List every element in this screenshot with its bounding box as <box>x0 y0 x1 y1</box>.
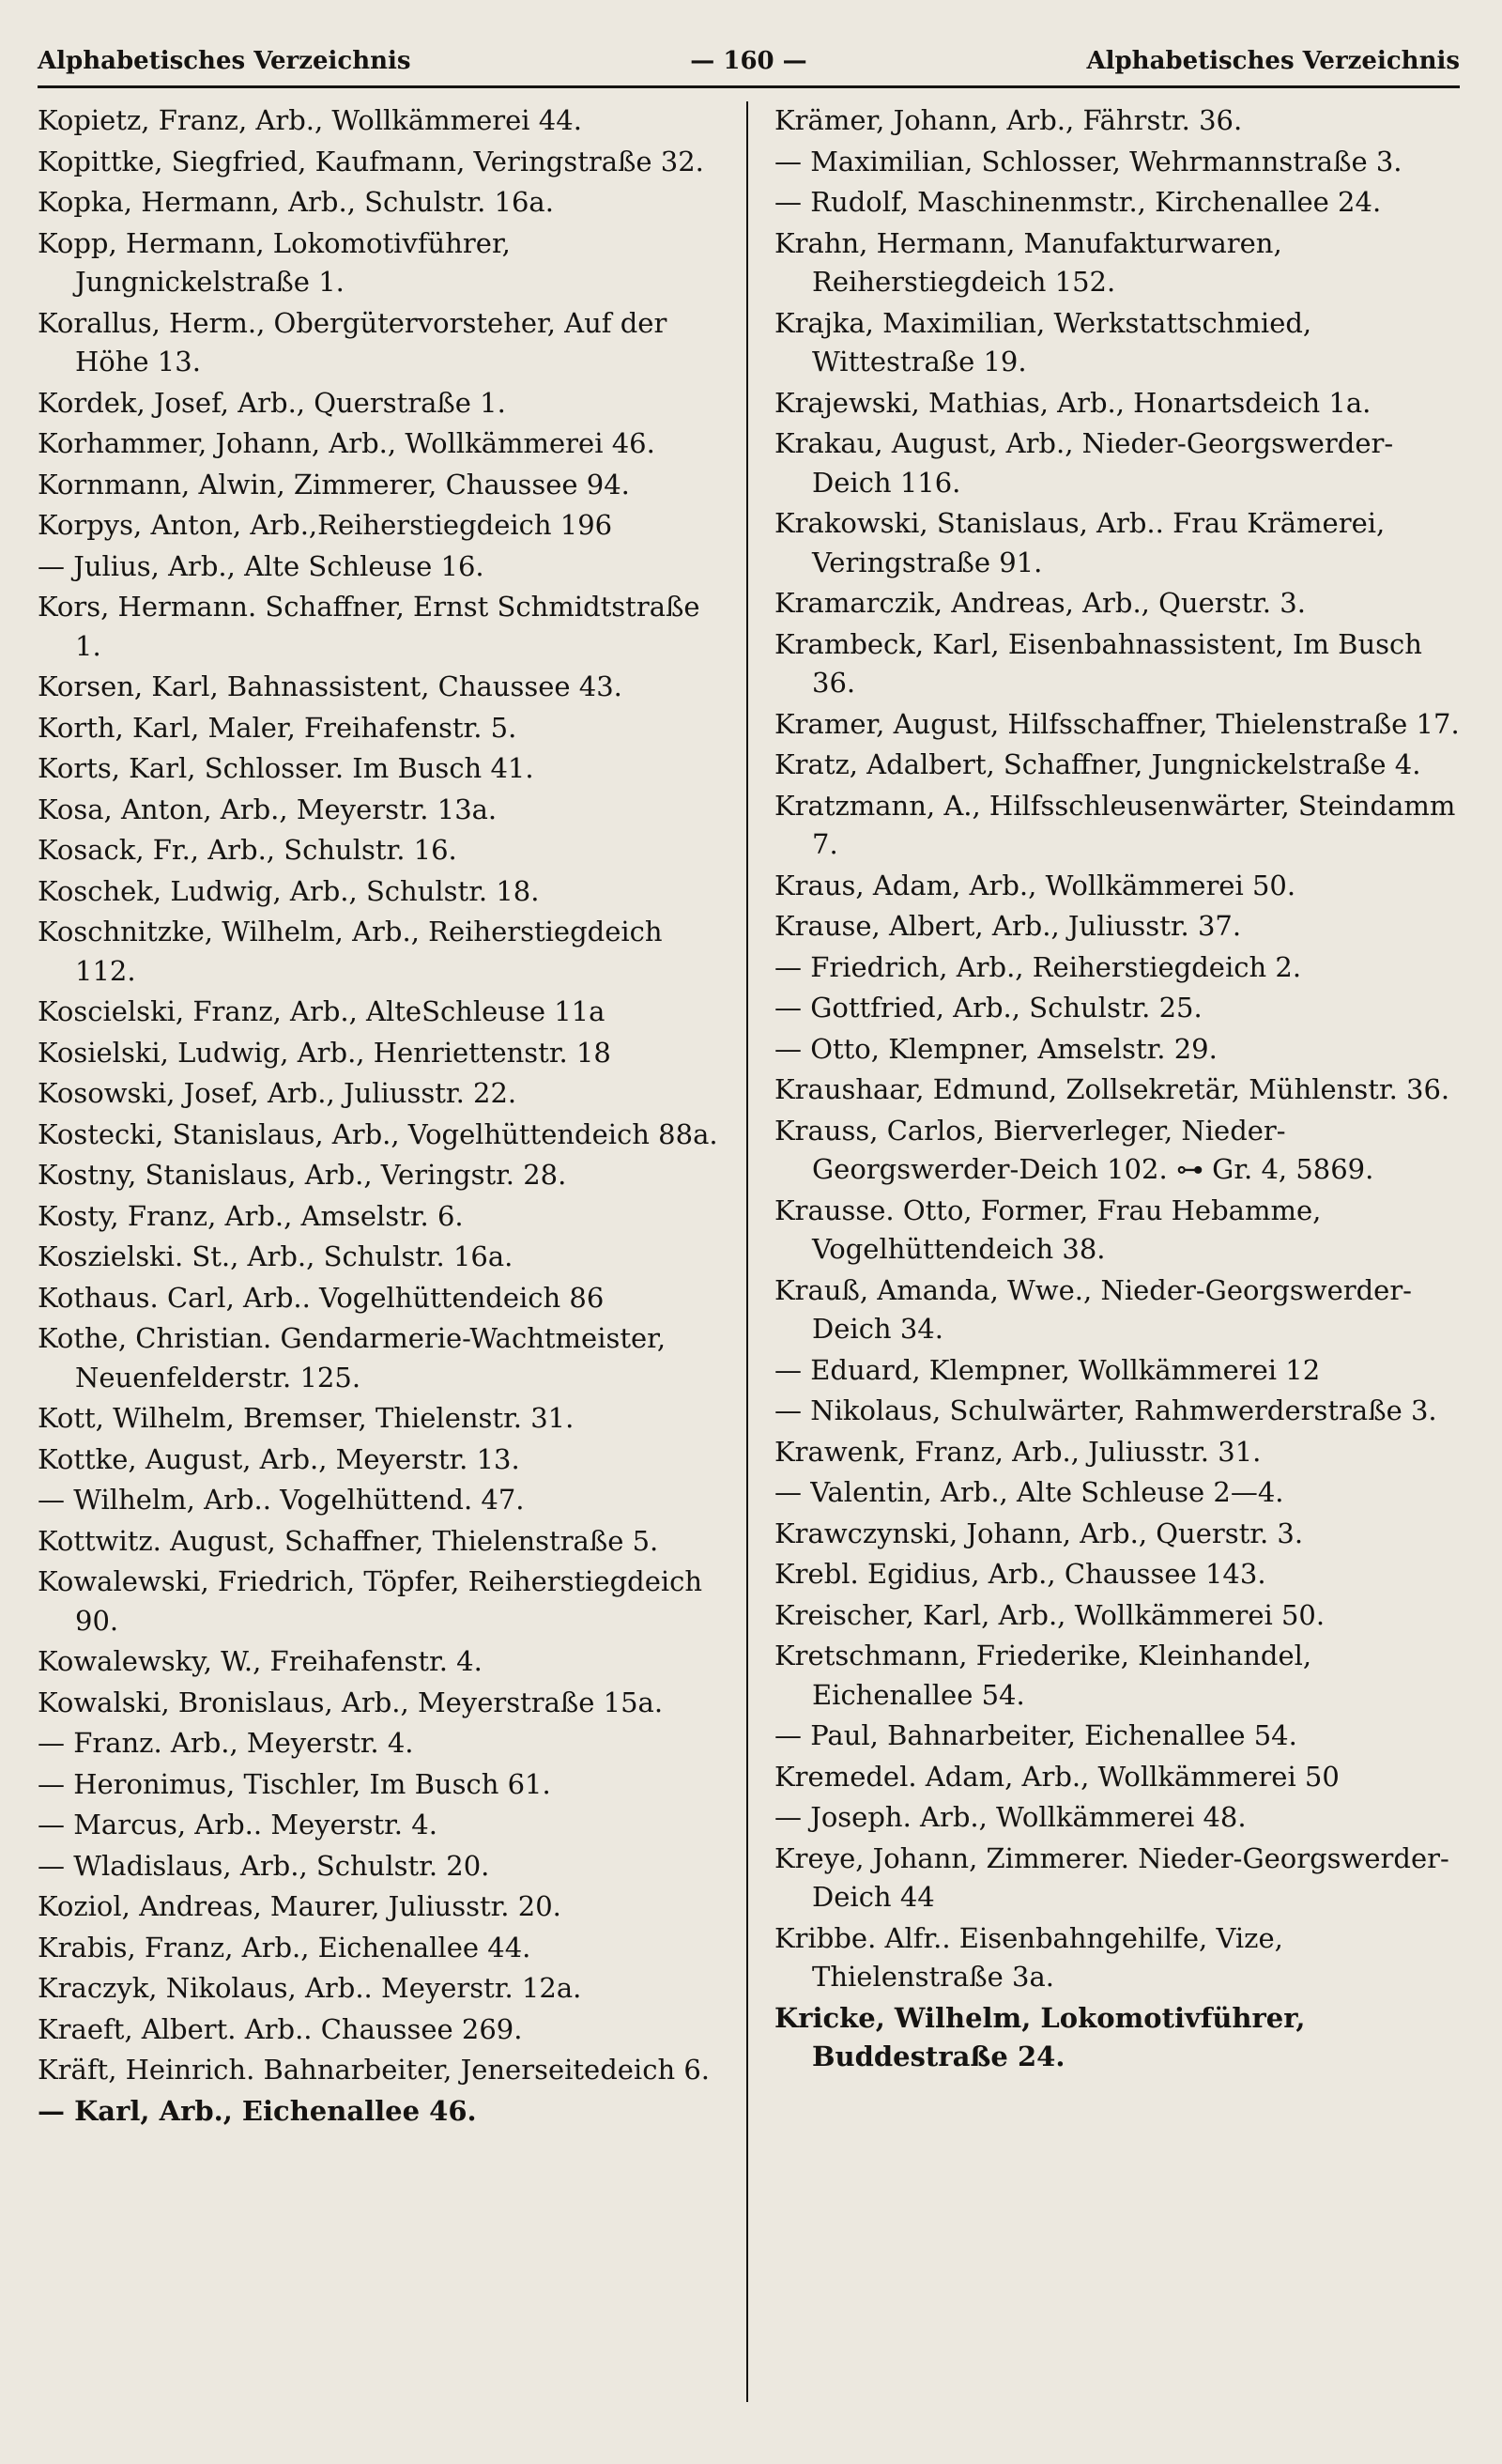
directory-entry: — Marcus, Arb.. Meyerstr. 4. <box>38 1809 437 1840</box>
directory-entry: Krakowski, Stanislaus, Arb.. Frau Krämerei, Veringstraße 91. <box>774 507 1386 578</box>
directory-entry: Koziol, Andreas, Maurer, Juliusstr. 20. <box>38 1890 561 1922</box>
column-divider <box>746 101 748 2402</box>
directory-entry: Kretschmann, Friederike, Kleinhandel, Eichenallee 54. <box>774 1640 1312 1711</box>
directory-entry: Krämer, Johann, Arb., Fährstr. 36. <box>774 104 1243 136</box>
directory-entry: Krahn, Hermann, Manufakturwaren, Reiherstiegdeich 152. <box>774 226 1282 298</box>
directory-entry: Korallus, Herm., Obergütervorsteher, Auf der Höhe 13. <box>38 306 667 377</box>
directory-entry: Kreye, Johann, Zimmerer. Nieder-Georgswerder-Deich 44 <box>774 1841 1449 1913</box>
directory-entry: Kreischer, Karl, Arb., Wollkämmerei 50. <box>774 1598 1326 1631</box>
directory-entry: Kramer, August, Hilfsschaffner, Thielenstraße 17. <box>774 707 1460 740</box>
header-left-title: Alphabetisches Verzeichnis <box>38 47 411 75</box>
directory-entry: Krajewski, Mathias, Arb., Honartsdeich 1a. <box>774 386 1372 419</box>
directory-entry: Krause, Albert, Arb., Juliusstr. 37. <box>774 910 1242 942</box>
directory-entry: Kottke, August, Arb., Meyerstr. 13. <box>38 1442 520 1475</box>
directory-entry: Koschnitzke, Wilhelm, Arb., Reiherstiegdeich 112. <box>38 916 663 987</box>
directory-entry: Kowalewski, Friedrich, Töpfer, Reiherstiegdeich 90. <box>38 1565 703 1637</box>
directory-entry: Kopittke, Siegfried, Kaufmann, Veringstraße 32. <box>38 145 704 177</box>
directory-entry: — Wladislaus, Arb., Schulstr. 20. <box>38 1849 490 1882</box>
directory-entry: — Franz. Arb., Meyerstr. 4. <box>38 1727 414 1759</box>
directory-entry: — Gottfried, Arb., Schulstr. 25. <box>774 992 1203 1024</box>
directory-entry: Krebl. Egidius, Arb., Chaussee 143. <box>774 1558 1266 1590</box>
directory-entry: — Nikolaus, Schulwärter, Rahmwerderstraße 3. <box>774 1394 1437 1426</box>
directory-entry: — Maximilian, Schlosser, Wehrmannstraße 3. <box>774 145 1402 177</box>
directory-entry: Kosack, Fr., Arb., Schulstr. 16. <box>38 834 457 866</box>
directory-entry: Kott, Wilhelm, Bremser, Thielenstr. 31. <box>38 1402 575 1434</box>
directory-entry: Krausse. Otto, Former, Frau Hebamme, Vogelhüttendeich 38. <box>774 1194 1322 1265</box>
directory-entry: Kraeft, Albert. Arb.. Chaussee 269. <box>38 2012 523 2045</box>
directory-entry: Kowalewsky, W., Freihafenstr. 4. <box>38 1645 483 1677</box>
directory-entry: Kornmann, Alwin, Zimmerer, Chaussee 94. <box>38 468 630 500</box>
directory-entry: — Joseph. Arb., Wollkämmerei 48. <box>774 1801 1247 1833</box>
header-right-title: Alphabetisches Verzeichnis <box>1086 47 1460 75</box>
directory-entry: Koscielski, Franz, Arb., AlteSchleuse 11a <box>38 995 605 1027</box>
directory-entry: — Valentin, Arb., Alte Schleuse 2—4. <box>774 1476 1284 1508</box>
directory-entry: Kosowski, Josef, Arb., Juliusstr. 22. <box>38 1077 517 1109</box>
directory-entry: — Julius, Arb., Alte Schleuse 16. <box>38 549 484 582</box>
directory-entry: Kräft, Heinrich. Bahnarbeiter, Jenerseitedeich 6. <box>38 2054 711 2086</box>
directory-entry: — Karl, Arb., Eichenallee 46. <box>38 2094 477 2127</box>
header-rule <box>38 85 1460 88</box>
directory-entry: Korpys, Anton, Arb.,Reiherstiegdeich 196 <box>38 509 613 541</box>
directory-entry: Kraczyk, Nikolaus, Arb.. Meyerstr. 12a. <box>38 1972 582 2004</box>
directory-entry: Krauß, Amanda, Wwe., Nieder-Georgswerder-Deich 34. <box>774 1273 1412 1345</box>
directory-entry: Kothe, Christian. Gendarmerie-Wachtmeister, Neuenfelderstr. 125. <box>38 1322 667 1394</box>
directory-entry: Kraus, Adam, Arb., Wollkämmerei 50. <box>774 869 1296 901</box>
directory-entry: Korth, Karl, Maler, Freihafenstr. 5. <box>38 711 517 744</box>
directory-entry: Kordek, Josef, Arb., Querstraße 1. <box>38 386 506 419</box>
directory-entry: Kricke, Wilhelm, Lokomotivführer, Buddestraße 24. <box>774 2001 1306 2072</box>
directory-entry: Kors, Hermann. Schaffner, Ernst Schmidtstraße 1. <box>38 591 700 662</box>
directory-entry: — Heronimus, Tischler, Im Busch 61. <box>38 1767 551 1800</box>
directory-entry: Kratz, Adalbert, Schaffner, Jungnickelstraße 4. <box>774 748 1421 780</box>
directory-entry: Kostny, Stanislaus, Arb., Veringstr. 28. <box>38 1159 567 1191</box>
directory-entry: — Paul, Bahnarbeiter, Eichenallee 54. <box>774 1719 1297 1751</box>
directory-entry: Kostecki, Stanislaus, Arb., Vogelhüttendeich 88a. <box>38 1117 718 1150</box>
directory-entry: Kopietz, Franz, Arb., Wollkämmerei 44. <box>38 104 582 136</box>
directory-entry: Kremedel. Adam, Arb., Wollkämmerei 50 <box>774 1760 1340 1793</box>
directory-entry: Kopp, Hermann, Lokomotivführer, Jungnickelstraße 1. <box>38 226 511 298</box>
directory-entry: Kottwitz. August, Schaffner, Thielenstraße 5. <box>38 1524 659 1557</box>
page-header <box>38 42 1460 80</box>
directory-entry: Korsen, Karl, Bahnassistent, Chaussee 43. <box>38 670 622 702</box>
directory-entry: Kratzmann, A., Hilfsschleusenwärter, Steindamm 7. <box>774 789 1456 860</box>
directory-entry: — Otto, Klempner, Amselstr. 29. <box>774 1032 1218 1065</box>
left-column <box>38 101 723 2133</box>
directory-entry: Kosty, Franz, Arb., Amselstr. 6. <box>38 1199 464 1232</box>
directory-entry: Kraushaar, Edmund, Zollsekretär, Mühlenstr. 36. <box>774 1073 1450 1105</box>
directory-entry: Krakau, August, Arb., Nieder-Georgswerder-Deich 116. <box>774 427 1394 499</box>
directory-entry: — Friedrich, Arb., Reiherstiegdeich 2. <box>774 950 1302 983</box>
directory-entry: Korhammer, Johann, Arb., Wollkämmerei 46. <box>38 427 655 459</box>
directory-page <box>38 42 1460 2427</box>
directory-entry: Krauss, Carlos, Bierverleger, Nieder-Georgswerder-Deich 102. ⊶ Gr. 4, 5869. <box>774 1114 1374 1185</box>
directory-entry: — Eduard, Klempner, Wollkämmerei 12 <box>774 1353 1321 1386</box>
directory-entry: — Wilhelm, Arb.. Vogelhüttend. 47. <box>38 1484 525 1516</box>
directory-entry: Krajka, Maximilian, Werkstattschmied, Wittestraße 19. <box>774 306 1312 377</box>
directory-entry: Krambeck, Karl, Eisenbahnassistent, Im Busch 36. <box>774 627 1422 699</box>
page-number: — 160 — <box>690 47 807 75</box>
directory-entry: — Rudolf, Maschinenmstr., Kirchenallee 24. <box>774 186 1382 218</box>
directory-entry: Koschek, Ludwig, Arb., Schulstr. 18. <box>38 874 540 907</box>
directory-entry: Koszielski. St., Arb., Schulstr. 16a. <box>38 1240 513 1272</box>
directory-entry: Kramarczik, Andreas, Arb., Querstr. 3. <box>774 587 1306 619</box>
directory-entry: Korts, Karl, Schlosser. Im Busch 41. <box>38 752 534 784</box>
directory-entry: Krabis, Franz, Arb., Eichenallee 44. <box>38 1931 531 1964</box>
directory-entry: Kothaus. Carl, Arb.. Vogelhüttendeich 86 <box>38 1281 605 1314</box>
right-column <box>774 101 1460 2079</box>
directory-entry: Kosielski, Ludwig, Arb., Henriettenstr. 18 <box>38 1036 611 1069</box>
directory-entry: Kribbe. Alfr.. Eisenbahngehilfe, Vize, Thielenstraße 3a. <box>774 1921 1283 1993</box>
directory-entry: Kosa, Anton, Arb., Meyerstr. 13a. <box>38 793 498 825</box>
directory-entry: Kowalski, Bronislaus, Arb., Meyerstraße 15a. <box>38 1686 664 1718</box>
directory-entry: Krawenk, Franz, Arb., Juliusstr. 31. <box>774 1435 1262 1468</box>
directory-entry: Krawczynski, Johann, Arb., Querstr. 3. <box>774 1517 1304 1549</box>
directory-entry: Kopka, Hermann, Arb., Schulstr. 16a. <box>38 186 554 218</box>
